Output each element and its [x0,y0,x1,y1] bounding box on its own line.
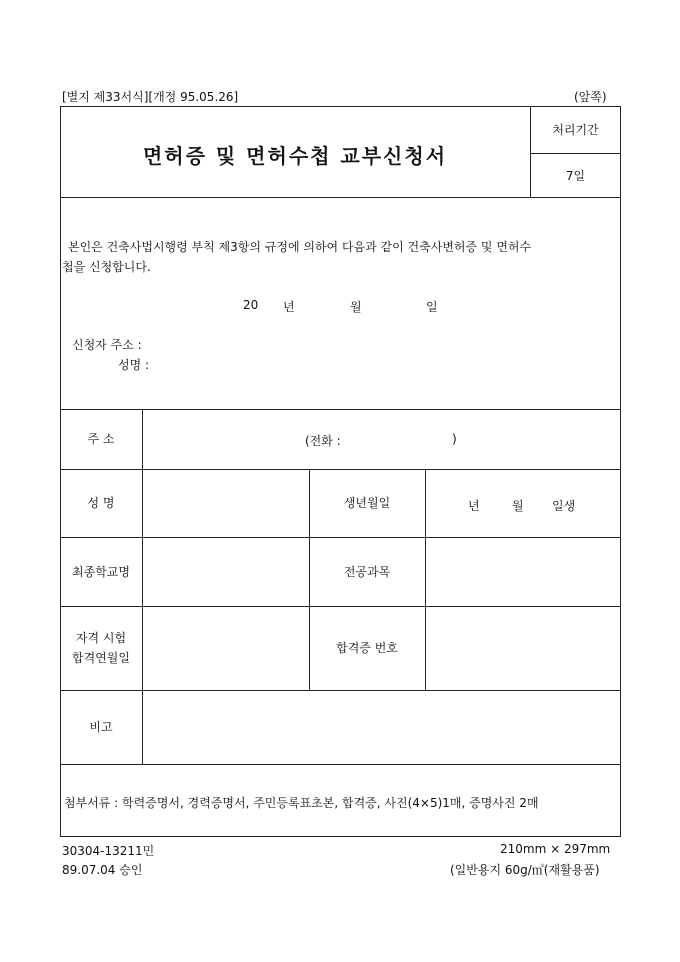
exam-pass-date-label [60,606,142,690]
row-line-4 [60,690,621,691]
right-divider [425,469,426,690]
birth-day-unit: 일생 [552,499,576,513]
page-side-label: (앞쪽) [574,90,607,104]
major-label: 전공과목 [343,564,391,579]
name-label: 성 명 [87,496,115,510]
table-top-line [60,409,621,410]
exam-label-line-2: 합격연월일 [72,651,130,665]
approval-date: 89.07.04 승인 [62,863,143,877]
paper-type: (일반용지 60g/㎡(재활용품) [450,863,600,877]
processing-period-label: 처리기간 [552,123,599,137]
birth-date-label: 생년월일 [343,496,391,510]
remarks-label: 비고 [89,720,113,734]
paper-size: 210mm × 297mm [500,842,611,856]
processing-divider [530,153,621,154]
form-code: 30304-13211민 [62,844,155,858]
applicant-address-label: 신청자 주소 : [72,338,142,352]
phone-close: ) [452,432,457,446]
title-bottom-line [60,197,621,198]
attachments-note: 첨부서류 : 학력증명서, 경력증명서, 주민등록표초본, 합격증, 사진(4×5)1매, 증명사진 2매 [64,796,539,810]
birth-year-unit: 년 [468,499,480,513]
row-line-5 [60,764,621,765]
exam-label-line-1: 자격 시험 [75,631,127,645]
school-name-label: 최종학교명 [72,564,130,579]
date-day-unit: 일 [426,300,438,314]
certificate-number-label: 합격증 번호 [336,641,398,655]
processing-period-value: 7일 [565,169,586,183]
date-year-unit: 년 [283,300,295,314]
statement-line-1: 본인은 건축사법시행령 부칙 제3항의 규정에 의하여 다음과 같이 건축사변허증 및 면허수 [68,240,532,254]
label-column-divider [142,409,143,764]
phone-label: (전화 : [305,434,341,448]
address-label: 주 소 [87,432,115,446]
form-title: 면허증 및 면허수첩 교부신청서 [142,144,448,168]
birth-month-unit: 월 [512,499,524,513]
date-year: 20 [243,298,259,312]
date-month-unit: 월 [350,300,362,314]
statement-line-2: 첩을 신청합니다. [62,260,151,274]
form-reference: [별지 제33서식][개정 95.05.26] [62,90,239,104]
applicant-name-label: 성명 : [118,358,150,372]
